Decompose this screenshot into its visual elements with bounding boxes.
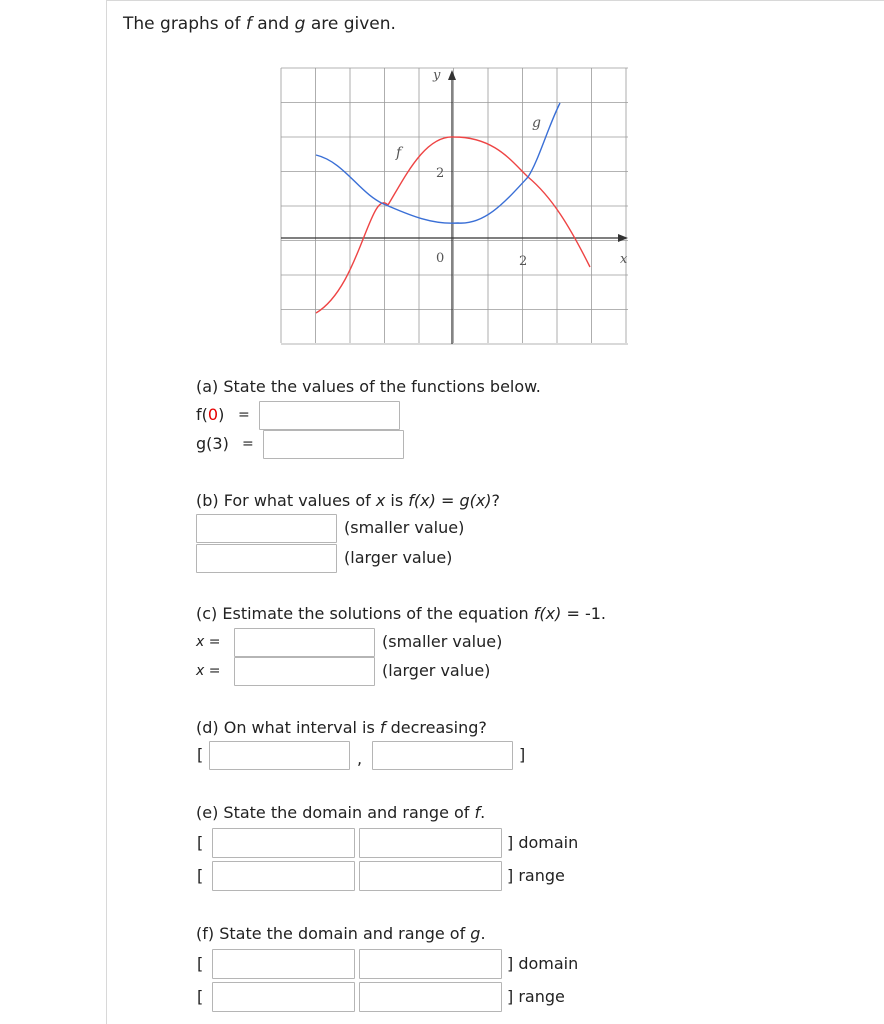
part-d-heading-end: decreasing?	[385, 718, 487, 737]
part-f-heading	[196, 924, 486, 944]
part-e-heading	[196, 803, 485, 823]
part-c-heading-end: = -1.	[561, 604, 606, 623]
part-b-eq: =	[435, 491, 460, 510]
x-axis-label: x	[620, 252, 628, 267]
part-e-heading-end: .	[480, 803, 486, 822]
e-range-start-input[interactable]	[212, 861, 355, 891]
part-b-x: x	[375, 491, 386, 510]
c-larger-label: (larger value)	[382, 661, 491, 680]
d-start-input[interactable]	[209, 741, 350, 770]
e-range-text: range	[518, 866, 565, 885]
d-close-bracket: ]	[519, 745, 526, 764]
f0-arg: 0	[207, 405, 219, 424]
part-a-g3-label: g(3)	[196, 434, 229, 453]
b-smaller-input[interactable]	[196, 514, 337, 543]
f-domain-close: ]	[507, 954, 514, 973]
part-f-g: g	[470, 924, 481, 943]
g-curve	[316, 103, 560, 223]
c-smaller-label: (smaller value)	[382, 632, 503, 651]
part-f-heading-start: (f) State the domain and range of	[196, 924, 471, 943]
f-range-end-input[interactable]	[359, 982, 502, 1012]
b-larger-input[interactable]	[196, 544, 337, 573]
part-b-heading-start: (b) For what values of	[196, 491, 376, 510]
f-curve	[316, 137, 590, 313]
b-larger-label: (larger value)	[344, 548, 453, 567]
part-b-fx: f(x)	[408, 491, 436, 510]
e-range-close: ]	[507, 866, 514, 885]
graph-grid	[281, 68, 628, 344]
e-domain-end-input[interactable]	[359, 828, 502, 858]
f-range-open: [	[197, 987, 204, 1006]
function-graph	[280, 67, 630, 345]
part-a-heading: (a) State the values of the functions below.	[196, 377, 541, 396]
f-domain-end-input[interactable]	[359, 949, 502, 979]
f-range-close: ]	[507, 987, 514, 1006]
e-domain-close: ]	[507, 833, 514, 852]
part-d-f: f	[379, 718, 386, 737]
y-axis	[448, 70, 456, 344]
f-curve-label: f	[396, 145, 402, 161]
c-x-label-1: x =	[196, 634, 221, 650]
part-c-heading	[196, 604, 606, 624]
intro-text	[123, 14, 396, 34]
e-domain-start-input[interactable]	[212, 828, 355, 858]
c-x-label-2: x =	[196, 663, 221, 679]
origin-tick-0: 0	[436, 251, 445, 266]
g3-input[interactable]	[263, 430, 404, 459]
d-end-input[interactable]	[372, 741, 513, 770]
e-range-end-input[interactable]	[359, 861, 502, 891]
f-domain-start-input[interactable]	[212, 949, 355, 979]
part-f-heading-end: .	[480, 924, 486, 943]
part-e-f: f	[474, 803, 481, 822]
f-domain-text: domain	[518, 954, 579, 973]
f-range-start-input[interactable]	[212, 982, 355, 1012]
f0-equals: =	[238, 407, 250, 423]
f0-fn: f(	[196, 405, 208, 424]
g3-equals: =	[242, 436, 254, 452]
g-curve-label: g	[532, 115, 541, 131]
f0-close: )	[218, 405, 225, 424]
part-c-heading-start: (c) Estimate the solutions of the equation	[196, 604, 534, 623]
intro-text-start: The graphs of	[123, 14, 246, 34]
f0-input[interactable]	[259, 401, 400, 430]
intro-text-end: are given.	[305, 14, 396, 34]
f-domain-open: [	[197, 954, 204, 973]
part-e-heading-start: (e) State the domain and range of	[196, 803, 475, 822]
e-range-label	[507, 866, 565, 886]
y-axis-label: y	[433, 68, 441, 83]
e-range-open: [	[197, 866, 204, 885]
part-d-heading	[196, 718, 487, 738]
f-range-label	[507, 987, 565, 1007]
f-range-text: range	[518, 987, 565, 1006]
x-tick-2: 2	[519, 254, 528, 269]
c-smaller-input[interactable]	[234, 628, 375, 657]
c-larger-input[interactable]	[234, 657, 375, 686]
b-smaller-label: (smaller value)	[344, 518, 465, 537]
y-tick-2: 2	[436, 166, 445, 181]
d-comma: ,	[357, 749, 363, 768]
e-domain-open: [	[197, 833, 204, 852]
part-b-heading-mid: is	[385, 491, 409, 510]
part-b-gx: g(x)	[459, 491, 492, 510]
part-a-f0-label	[196, 405, 224, 425]
f-domain-label	[507, 954, 578, 974]
d-open-bracket: [	[197, 745, 204, 764]
intro-g: g	[294, 14, 306, 34]
part-b-heading	[196, 491, 500, 511]
part-c-fx: f(x)	[533, 604, 562, 623]
part-d-heading-start: (d) On what interval is	[196, 718, 380, 737]
e-domain-label	[507, 833, 578, 853]
e-domain-text: domain	[518, 833, 579, 852]
intro-and: and	[251, 14, 295, 34]
part-b-qmark: ?	[491, 491, 501, 510]
intro-f: f	[245, 14, 252, 34]
